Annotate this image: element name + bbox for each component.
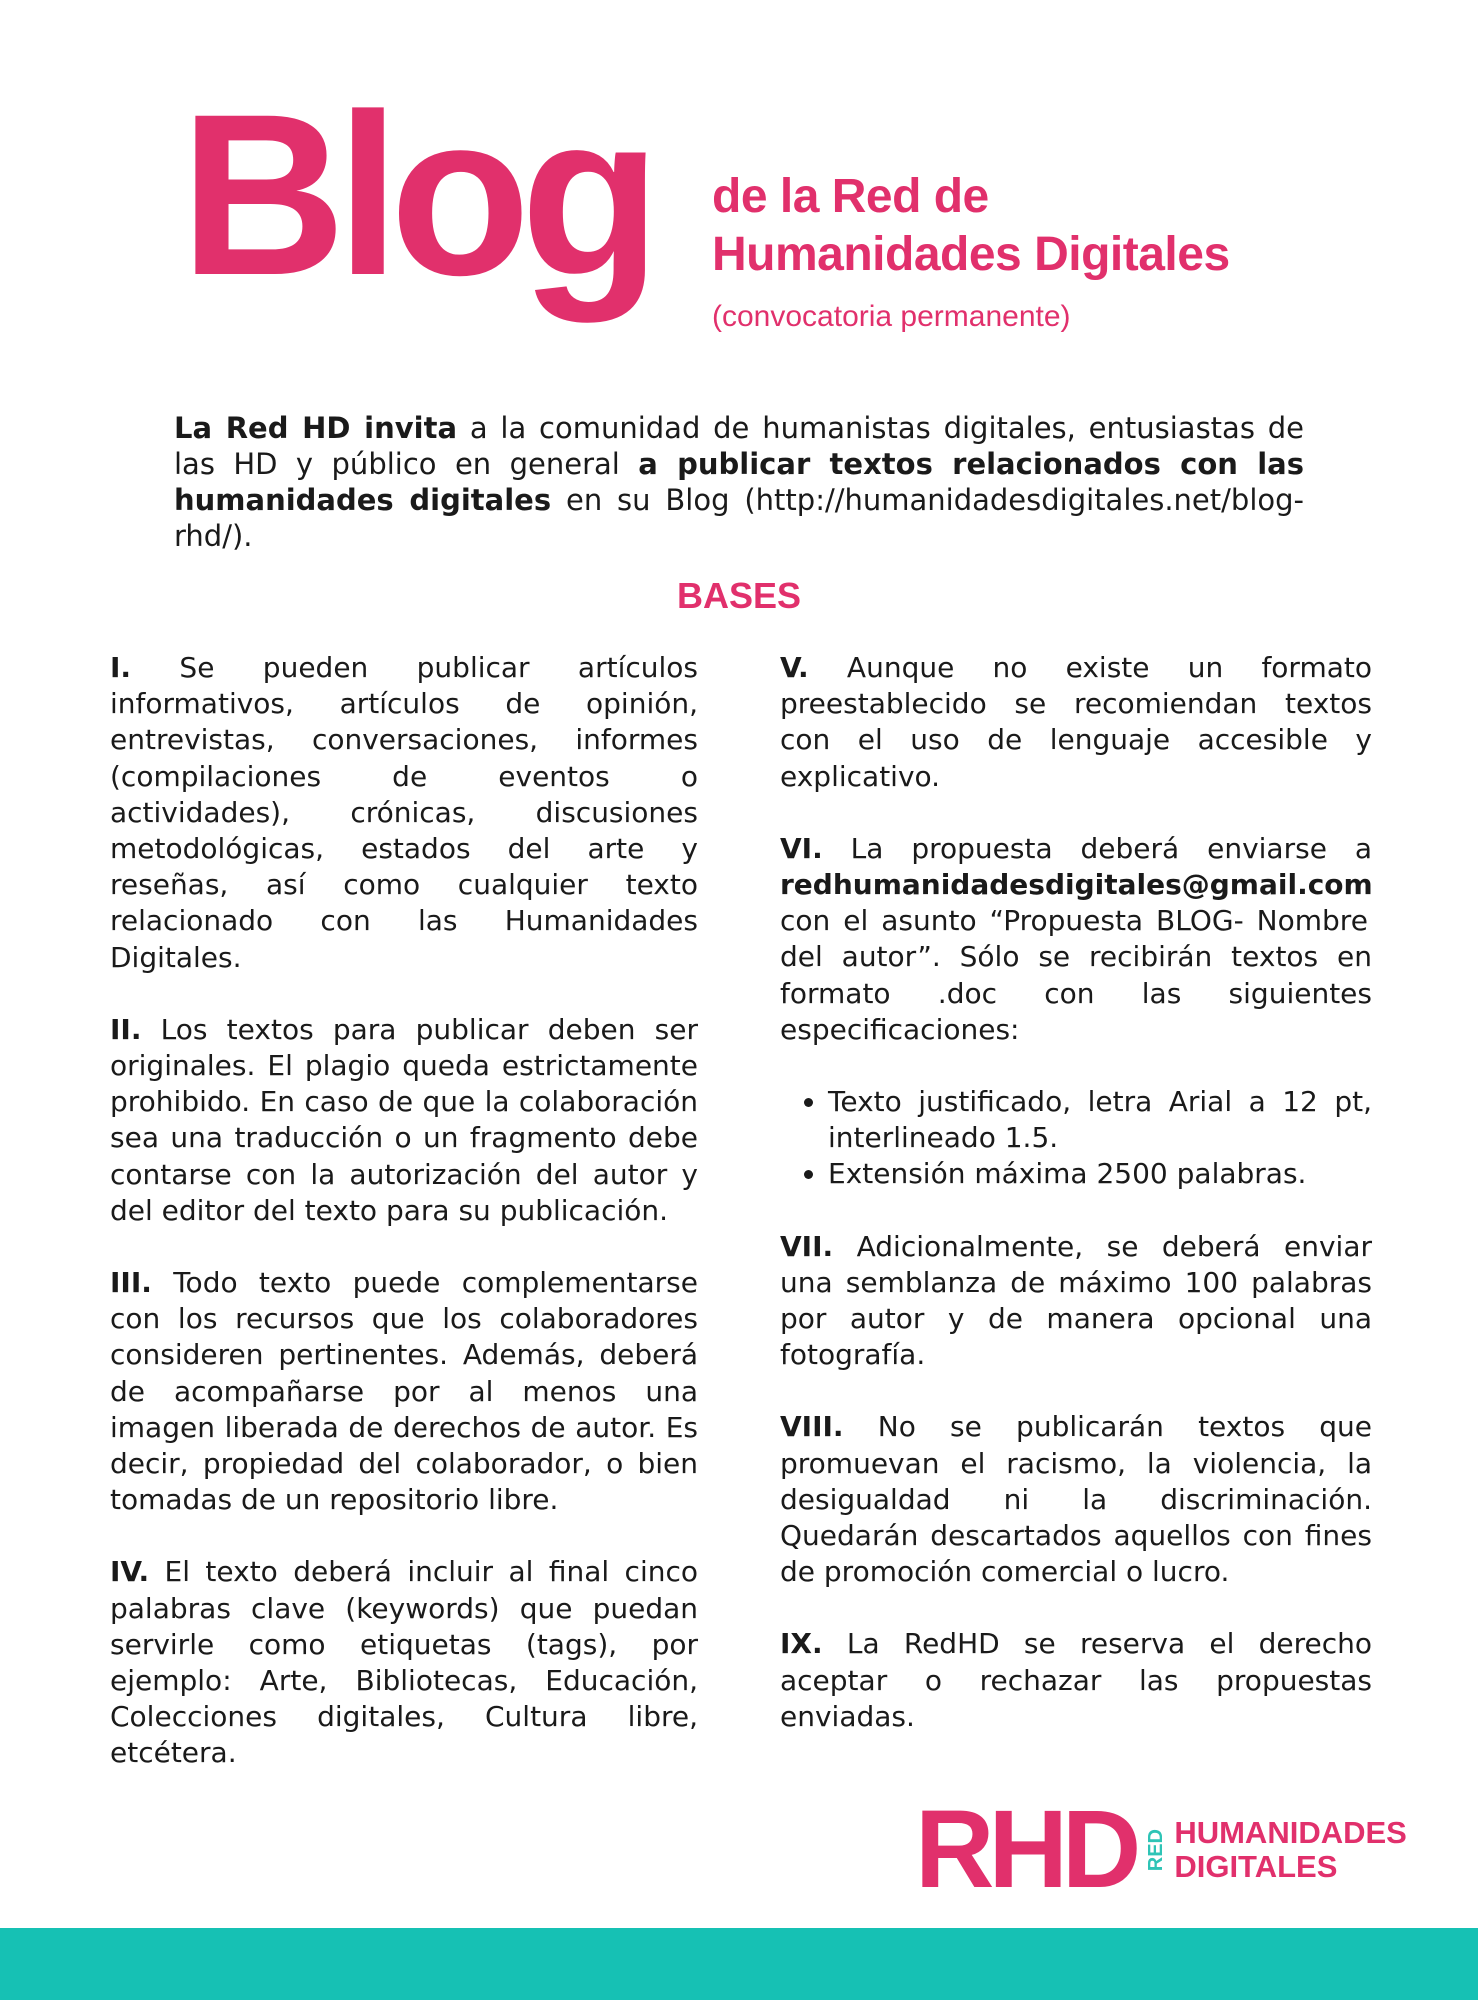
base-viii-text: No se publicarán textos que promuevan el racismo, la violencia, la desigualdad ni la discriminación. Quedarán descartados aquellos con fines de promoción comercial o lucro. [780, 1410, 1372, 1589]
base-i-number: I. [110, 651, 132, 684]
base-vii [780, 1229, 1372, 1374]
base-iii-text: Todo texto puede complementarse con los recursos que los colaboradores consideren pertinentes. Además, deberá de acompañarse por al menos una imagen liberada de derechos de autor. Es decir, propiedad del colaborador, o bien tomadas de un repositorio libre. [110, 1266, 698, 1517]
base-ii-text: Los textos para publicar deben ser originales. El plagio queda estrictamente prohibido. En caso de que la colaboración sea una traducción o un fragmento debe contarse con la autorización del autor y del editor del texto para su publicación. [110, 1012, 698, 1227]
spec-bullet-1: • Texto justificado, letra Arial a 12 pt, interlineado 1.5. [828, 1084, 1372, 1156]
base-iv [110, 1554, 698, 1771]
base-vii-text: Adicionalmente, se deberá enviar una semblanza de máximo 100 palabras por autor y de manera opcional una fotografía. [780, 1229, 1372, 1372]
base-vi-text-2: con el asunto “Propuesta BLOG- Nombre del autor”. Sólo se recibirán textos en formato .doc con las siguientes especificaciones: [780, 904, 1372, 1046]
header-subtitle-line2: Humanidades Digitales [712, 228, 1230, 281]
base-ii-number: II. [110, 1012, 142, 1046]
logo-line2: DIGITALES [1174, 1849, 1338, 1884]
base-vi-number: VI. [780, 831, 823, 865]
email-link[interactable]: redhumanidadesdigitales@gmail.com [780, 868, 1373, 902]
specs-list [780, 1084, 1372, 1193]
base-ii [110, 1012, 698, 1229]
base-viii-number: VIII. [780, 1410, 844, 1444]
base-vi-text-1: La propuesta deberá enviarse a [822, 831, 1372, 865]
header-subtitle [712, 168, 1230, 284]
base-ix-text: La RedHD se reserva el derecho aceptar o rechazar las propuestas enviadas. [780, 1627, 1372, 1733]
base-ix [780, 1626, 1372, 1735]
base-i [110, 650, 698, 976]
footer-bar [0, 1928, 1478, 2000]
header-note: (convocatoria permanente) [712, 300, 1071, 333]
base-iii-number: III. [110, 1266, 152, 1300]
intro-text-1: a la comunidad de humanistas digitales, entusiastas de las HD y público en general [174, 411, 1304, 481]
logo-vertical-text: RED [1145, 1828, 1168, 1872]
base-v-text: Aunque no existe un formato preestablecido se recomiendan textos con el uso de lenguaje accesible y explicativo. [780, 651, 1372, 793]
base-viii [780, 1409, 1372, 1590]
bases-left-column [110, 650, 698, 1808]
intro-bold-1: La Red HD invita [174, 411, 458, 445]
base-iv-number: IV. [110, 1555, 150, 1589]
base-v [780, 650, 1372, 795]
logo-mark: RHD [915, 1788, 1136, 1911]
logo-line1: HUMANIDADES [1174, 1815, 1407, 1850]
blog-title: Blog [180, 66, 651, 323]
header-subtitle-line1: de la Red de [712, 170, 989, 223]
spec-bullet-2: • Extensión máxima 2500 palabras. [828, 1156, 1372, 1192]
bases-right-column [780, 650, 1372, 1771]
base-iv-text: El texto deberá incluir al final cinco palabras clave (keywords) que puedan servirle como etiquetas (tags), por ejemplo: Arte, Bibliotecas, Educación, Colecciones digitales, Cultura libre, etcétera. [110, 1555, 698, 1770]
base-vii-number: VII. [780, 1229, 834, 1263]
intro-text-2: en su Blog (http://humanidadesdigitales.net/blog-rhd/). [174, 483, 1305, 553]
intro-bold-2: a publicar textos relacionados con las humanidades digitales [174, 447, 1304, 517]
base-iii [110, 1265, 698, 1518]
base-ix-number: IX. [780, 1627, 823, 1661]
bases-heading: BASES [676, 575, 802, 616]
base-v-number: V. [780, 651, 809, 684]
rhd-logo [915, 1788, 1407, 1911]
intro-paragraph [174, 410, 1304, 554]
logo-wordmark [1174, 1816, 1407, 1884]
base-i-text: Se pueden publicar artículos informativos, artículos de opinión, entrevistas, conversaciones, informes (compilaciones de eventos o actividades), crónicas, discusiones metodológicas, estados del arte y reseñas, así como cualquier texto relacionado con las Humanidades Digitales. [110, 651, 698, 974]
base-vi [780, 831, 1372, 1193]
